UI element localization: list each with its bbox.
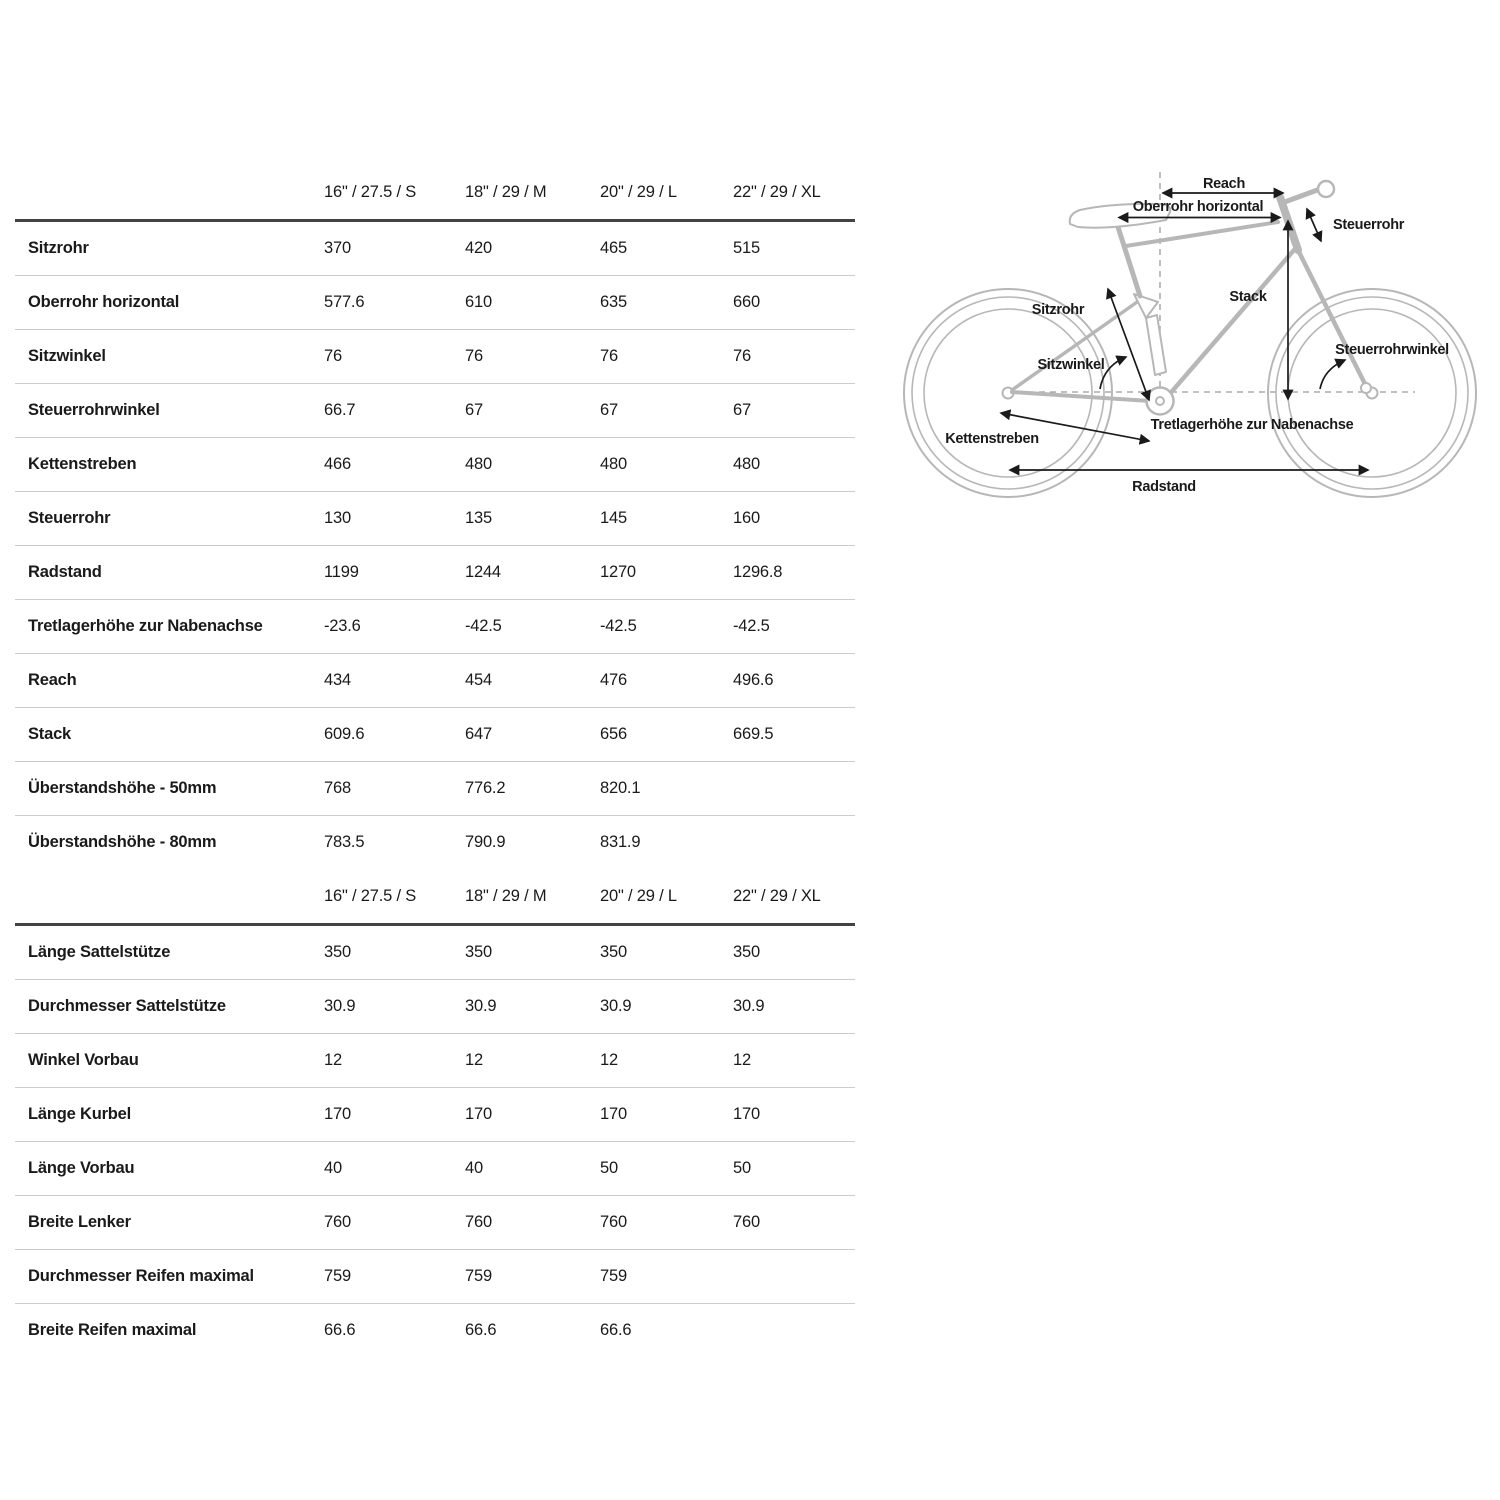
spec-value: 465	[600, 239, 627, 257]
spec-row	[15, 600, 855, 654]
bike-geometry-diagram	[890, 150, 1500, 540]
handlebar-grip	[1318, 181, 1334, 197]
spec-value: 660	[733, 293, 760, 311]
spec-value: 610	[465, 293, 492, 311]
spec-row	[15, 384, 855, 438]
diagram-label-sitzrohr: Sitzrohr	[1031, 302, 1085, 318]
spec-row	[15, 980, 855, 1034]
spec-value: 50	[600, 1159, 618, 1177]
spec-label: Tretlagerhöhe zur Nabenachse	[28, 617, 263, 635]
spec-label: Winkel Vorbau	[28, 1051, 139, 1069]
spec-value: 12	[465, 1051, 483, 1069]
spec-row	[15, 330, 855, 384]
spec-label: Oberrohr horizontal	[28, 293, 180, 311]
chain-stay	[1012, 392, 1150, 401]
spec-value: 30.9	[465, 997, 497, 1015]
diagram-label-reach: Reach	[1202, 176, 1246, 192]
spec-value: 76	[465, 347, 483, 365]
spec-label: Breite Lenker	[28, 1213, 131, 1231]
spec-value: 759	[324, 1267, 351, 1285]
spec-value: 760	[465, 1213, 492, 1231]
steuerrohr-arrow	[1307, 209, 1321, 241]
spec-row	[15, 546, 855, 600]
diagram-label-steuerrohr: Steuerrohr	[1333, 217, 1405, 233]
size-header-row	[15, 165, 855, 222]
size-column-header: 20" / 29 / L	[600, 182, 677, 201]
seat-post	[1118, 227, 1140, 296]
spec-value: 67	[600, 401, 618, 419]
spec-value: 170	[733, 1105, 760, 1123]
spec-value: 454	[465, 671, 492, 689]
spec-label: Reach	[28, 671, 77, 689]
spec-value: 768	[324, 779, 351, 797]
spec-value: 480	[600, 455, 627, 473]
size-column-header: 22" / 29 / XL	[733, 886, 821, 905]
spec-label: Durchmesser Reifen maximal	[28, 1267, 254, 1285]
spec-row	[15, 926, 855, 980]
spec-row	[15, 1304, 855, 1357]
spec-value: 647	[465, 725, 492, 743]
size-column-header: 16" / 27.5 / S	[324, 182, 417, 201]
spec-label: Steuerrohrwinkel	[28, 401, 160, 419]
spec-value: 76	[600, 347, 618, 365]
spec-value: 669.5	[733, 725, 774, 743]
diagram-label-radstand: Radstand	[1132, 479, 1196, 495]
spec-value: 66.6	[324, 1321, 356, 1339]
bottom-bracket	[1156, 397, 1164, 405]
spec-label: Kettenstreben	[28, 455, 137, 473]
spec-label: Radstand	[28, 563, 102, 581]
spec-value: 609.6	[324, 725, 365, 743]
spec-value: 420	[465, 239, 492, 257]
spec-value: 350	[600, 943, 627, 961]
spec-row	[15, 438, 855, 492]
rear-wheel	[904, 289, 1112, 497]
spec-value: 496.6	[733, 671, 774, 689]
spec-value: 760	[324, 1213, 351, 1231]
spec-value: 30.9	[733, 997, 765, 1015]
down-tube	[1168, 250, 1294, 396]
spec-value: 12	[324, 1051, 342, 1069]
spec-label: Sitzrohr	[28, 239, 89, 257]
spec-value: 790.9	[465, 833, 506, 851]
diagram-label-tretlagerhoehe: Tretlagerhöhe zur Nabenachse	[1150, 417, 1354, 433]
spec-value: 67	[465, 401, 483, 419]
diagram-annotations	[945, 176, 1449, 495]
spec-value: -42.5	[600, 617, 637, 635]
spec-value: 76	[324, 347, 342, 365]
spec-value: 30.9	[324, 997, 356, 1015]
spec-row	[15, 708, 855, 762]
spec-row	[15, 1196, 855, 1250]
spec-value: 515	[733, 239, 760, 257]
spec-label: Überstandshöhe - 80mm	[28, 833, 217, 851]
fork-dropout	[1361, 383, 1371, 393]
spec-label: Länge Sattelstütze	[28, 943, 171, 961]
rocker-link	[1134, 294, 1158, 318]
spec-label: Sitzwinkel	[28, 347, 106, 365]
spec-label: Stack	[28, 725, 72, 743]
fork	[1298, 250, 1366, 386]
spec-value: 434	[324, 671, 351, 689]
spec-value: 635	[600, 293, 627, 311]
spec-value: 130	[324, 509, 351, 527]
spec-value: 50	[733, 1159, 751, 1177]
shock	[1146, 315, 1166, 375]
spec-label: Breite Reifen maximal	[28, 1321, 197, 1339]
top-tube	[1126, 222, 1278, 246]
size-column-header: 18" / 29 / M	[465, 182, 547, 201]
spec-value: 476	[600, 671, 627, 689]
spec-value: 1199	[324, 563, 359, 581]
spec-value: 831.9	[600, 833, 641, 851]
size-column-header: 22" / 29 / XL	[733, 182, 821, 201]
spec-value: 1244	[465, 563, 501, 581]
spec-label: Länge Vorbau	[28, 1159, 135, 1177]
spec-row	[15, 492, 855, 546]
spec-value: 170	[324, 1105, 351, 1123]
spec-value: -42.5	[733, 617, 770, 635]
spec-value: 760	[733, 1213, 760, 1231]
spec-value: 67	[733, 401, 751, 419]
spec-row	[15, 222, 855, 276]
spec-value: 577.6	[324, 293, 365, 311]
diagram-label-steuerrohrwinkel: Steuerrohrwinkel	[1335, 342, 1449, 358]
size-column-header: 16" / 27.5 / S	[324, 886, 417, 905]
spec-value: 783.5	[324, 833, 365, 851]
spec-value: 759	[600, 1267, 627, 1285]
spec-value: 40	[465, 1159, 483, 1177]
spec-row	[15, 816, 855, 869]
spec-value: 1296.8	[733, 563, 783, 581]
spec-label: Länge Kurbel	[28, 1105, 132, 1123]
spec-row	[15, 1142, 855, 1196]
size-header-row	[15, 869, 855, 926]
geometry-table	[15, 165, 855, 1357]
spec-row	[15, 654, 855, 708]
spec-value: 820.1	[600, 779, 641, 797]
spec-value: -42.5	[465, 617, 502, 635]
spec-value: 760	[600, 1213, 627, 1231]
spec-label: Überstandshöhe - 50mm	[28, 779, 217, 797]
spec-value: 12	[733, 1051, 751, 1069]
spec-value: 350	[733, 943, 760, 961]
spec-value: 145	[600, 509, 627, 527]
spec-row	[15, 1034, 855, 1088]
spec-value: 1270	[600, 563, 636, 581]
spec-value: 350	[465, 943, 492, 961]
spec-value: 135	[465, 509, 492, 527]
spec-value: 66.7	[324, 401, 356, 419]
spec-label: Durchmesser Sattelstütze	[28, 997, 226, 1015]
diagram-label-kettenstreben: Kettenstreben	[945, 431, 1039, 447]
spec-value: -23.6	[324, 617, 361, 635]
spec-value: 656	[600, 725, 627, 743]
spec-value: 30.9	[600, 997, 632, 1015]
size-column-header: 20" / 29 / L	[600, 886, 677, 905]
spec-row	[15, 276, 855, 330]
spec-row	[15, 1250, 855, 1304]
front-wheel	[1268, 289, 1476, 497]
spec-value: 66.6	[600, 1321, 632, 1339]
spec-value: 76	[733, 347, 751, 365]
spec-value: 170	[465, 1105, 492, 1123]
spec-value: 12	[600, 1051, 618, 1069]
spec-label: Steuerrohr	[28, 509, 111, 527]
spec-value: 776.2	[465, 779, 506, 797]
diagram-label-oberrohr: Oberrohr horizontal	[1132, 199, 1264, 215]
spec-value: 466	[324, 455, 351, 473]
size-column-header: 18" / 29 / M	[465, 886, 547, 905]
diagram-label-sitzwinkel: Sitzwinkel	[1037, 357, 1105, 373]
spec-value: 480	[465, 455, 492, 473]
spec-value: 40	[324, 1159, 342, 1177]
spec-value: 170	[600, 1105, 627, 1123]
spec-row	[15, 762, 855, 816]
spec-row	[15, 1088, 855, 1142]
spec-value: 480	[733, 455, 760, 473]
spec-value: 370	[324, 239, 351, 257]
spec-value: 350	[324, 943, 351, 961]
steuerrohrwinkel-arc	[1320, 360, 1345, 389]
diagram-label-stack: Stack	[1229, 289, 1267, 305]
spec-value: 759	[465, 1267, 492, 1285]
spec-value: 66.6	[465, 1321, 497, 1339]
spec-value: 160	[733, 509, 760, 527]
stem	[1282, 189, 1320, 203]
